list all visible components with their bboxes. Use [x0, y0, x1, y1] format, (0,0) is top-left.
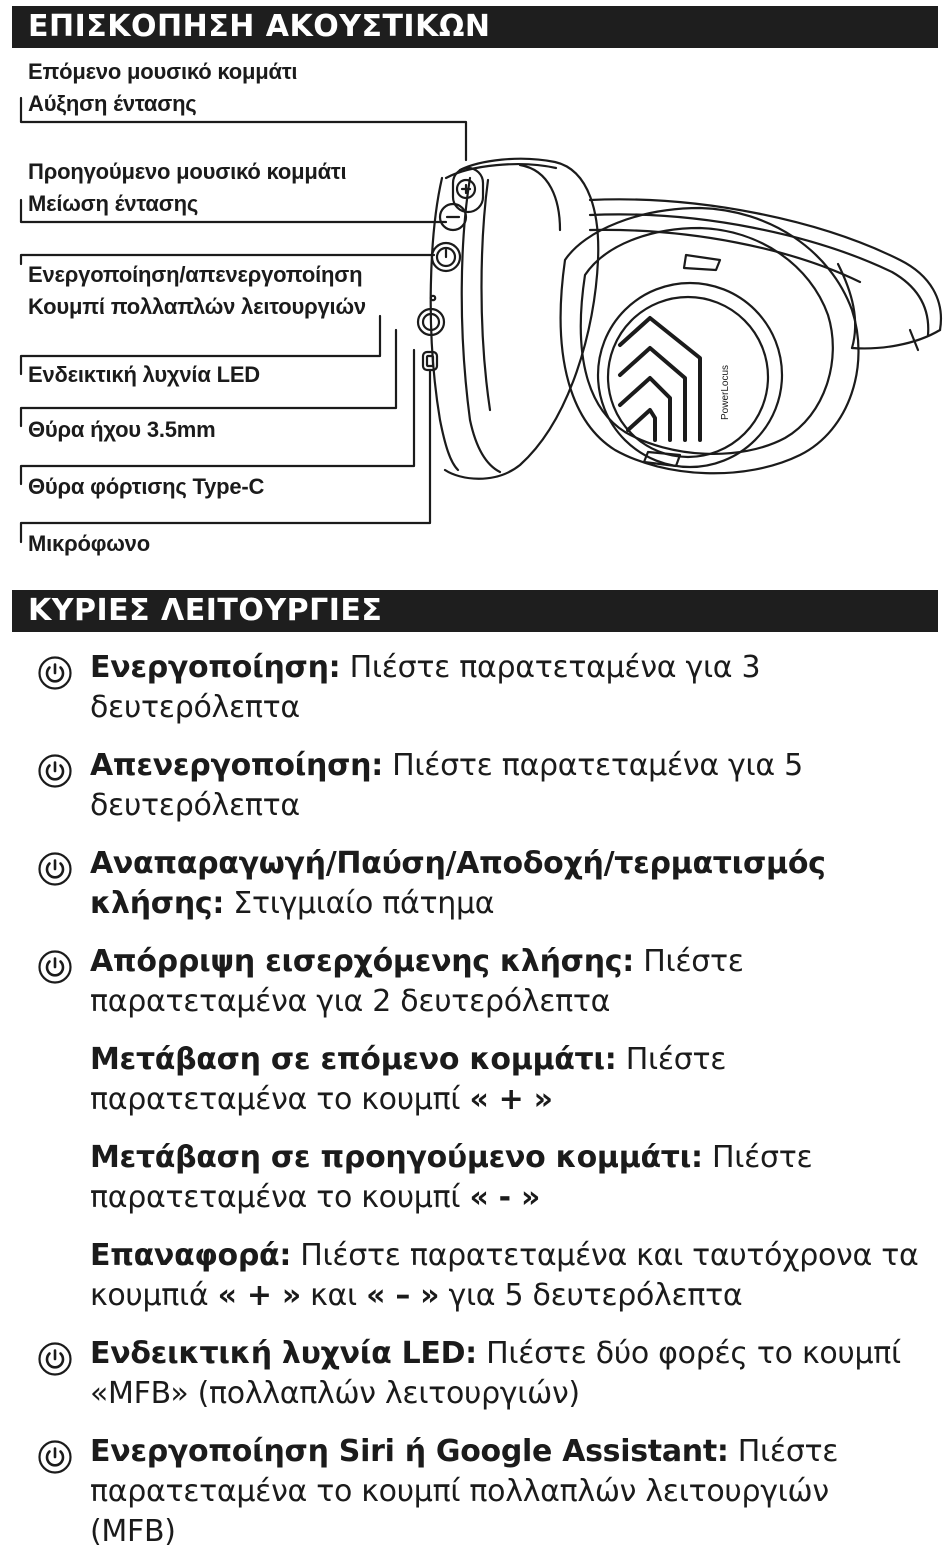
feature-text: Πιέστε παρατεταμένα και ταυτόχρονα τα κουμπιά [90, 1238, 919, 1313]
feature-reset [90, 1236, 920, 1316]
headphone-illustration [0, 0, 950, 580]
feature-title: Ενδεικτική λυχνία LED: [90, 1336, 477, 1371]
feature-title: Επαναφορά: [90, 1238, 292, 1273]
feature-text: Πιέστε παρατεταμένα το κουμπί πολλαπλών λειτουργιών (MFB) [90, 1434, 839, 1549]
feature-title: Μετάβαση σε προηγούμενο κομμάτι: [90, 1140, 703, 1175]
leader-line-power [21, 255, 434, 264]
label-power-toggle: Ενεργοποίηση/απενεργοποίηση [28, 262, 363, 287]
power-icon [38, 1342, 72, 1376]
leader-line-led [21, 330, 396, 426]
feature-text: Πιέστε παρατεταμένα για 3 δευτερόλεπτα [90, 650, 761, 725]
feature-text: Στιγμιαίο πάτημα [224, 886, 495, 921]
feature-title: Ενεργοποίηση: [90, 650, 341, 685]
feature-title: Απενεργοποίηση: [90, 748, 383, 783]
leader-line-mfb [21, 316, 380, 374]
feature-text: Πιέστε παρατεταμένα το κουμπί [90, 1140, 813, 1215]
feature-text: Πιέστε παρατεταμένα για 2 δευτερόλεπτα [90, 944, 744, 1019]
feature-text: και [300, 1278, 367, 1313]
leader-line-plus [21, 98, 466, 160]
feature-previous-track [90, 1138, 920, 1218]
feature-power-off [90, 746, 920, 826]
key-minus: « – » [366, 1278, 440, 1313]
overview-title: ΕΠΙΣΚΟΠΗΣΗ ΑΚΟΥΣΤΙΚΩΝ [12, 6, 938, 48]
feature-next-track [90, 1040, 920, 1120]
label-led-indicator: Ενδεικτική λυχνία LED [28, 362, 260, 387]
feature-power-on [90, 648, 920, 728]
feature-title: Ενεργοποίηση Siri ή Google Assistant: [90, 1434, 729, 1469]
feature-reject-call [90, 942, 920, 1022]
feature-title: Μετάβαση σε επόμενο κομμάτι: [90, 1042, 617, 1077]
feature-text: Πιέστε παρατεταμένα για 5 δευτερόλεπτα [90, 748, 803, 823]
power-icon [38, 754, 72, 788]
feature-title: Αναπαραγωγή/Παύση/Αποδοχή/τερματισμός κλήσης: [90, 846, 826, 921]
feature-led [90, 1334, 920, 1414]
leader-line-typec [21, 370, 430, 542]
power-icon [38, 1440, 72, 1474]
label-audio-port: Θύρα ήχου 3.5mm [28, 417, 216, 442]
power-icon [38, 950, 72, 984]
power-icon [38, 656, 72, 690]
leader-line-minus [21, 200, 446, 222]
power-icon [38, 852, 72, 886]
label-volume-up: Αύξηση έντασης [28, 91, 197, 116]
functions-title: ΚΥΡΙΕΣ ΛΕΙΤΟΥΡΓΙΕΣ [12, 590, 938, 632]
leader-line-audio [21, 350, 414, 484]
label-volume-down: Μείωση έντασης [28, 191, 199, 216]
key-plus: « + » [469, 1082, 553, 1117]
feature-text: Πιέστε παρατεταμένα το κουμπί [90, 1042, 727, 1117]
key-minus: « - » [469, 1180, 541, 1215]
label-previous-track: Προηγούμενο μουσικό κομμάτι [28, 159, 347, 184]
label-typec-port: Θύρα φόρτισης Type-C [28, 474, 265, 499]
feature-title: Απόρριψη εισερχόμενης κλήσης: [90, 944, 634, 979]
label-next-track: Επόμενο μουσικό κομμάτι [28, 59, 298, 84]
feature-voice-assistant [90, 1432, 920, 1552]
key-plus: « + » [217, 1278, 301, 1313]
feature-text: Πιέστε δύο φορές το κουμπί «MFB» (πολλαπλών λειτουργιών) [90, 1336, 901, 1411]
feature-play-pause [90, 844, 920, 924]
brand-logo-text: PowerLocus [720, 364, 731, 420]
label-mfb-button: Κουμπί πολλαπλών λειτουργιών [28, 294, 366, 319]
label-microphone: Μικρόφωνο [28, 531, 150, 556]
feature-text: για 5 δευτερόλεπτα [439, 1278, 743, 1313]
